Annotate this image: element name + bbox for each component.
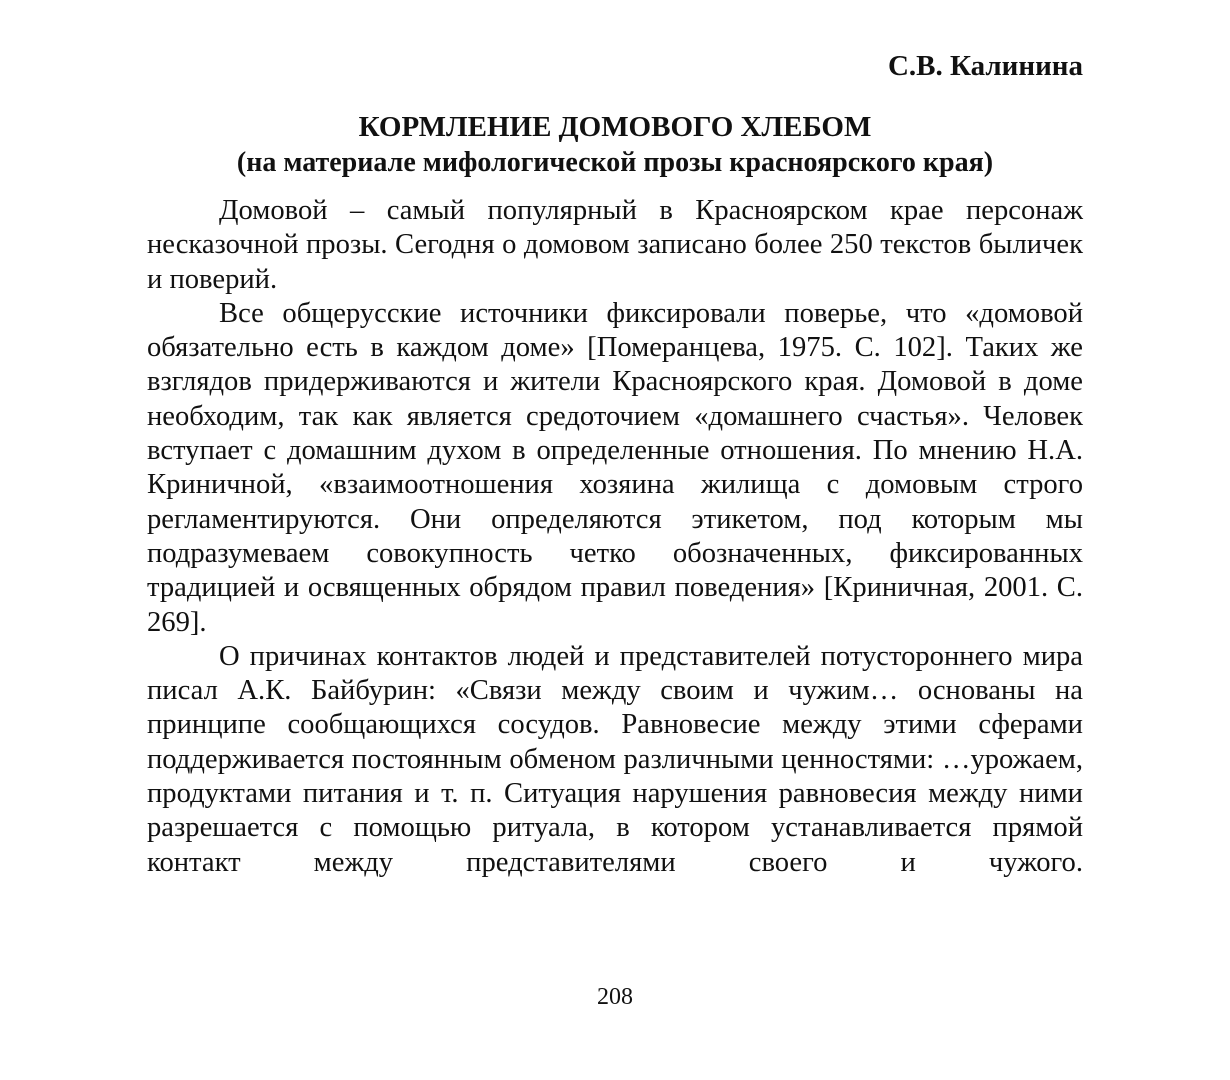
article-subtitle: (на материале мифологической прозы красноярского края) [236,147,994,178]
paragraph-1: Домовой – самый популярный в Красноярском крае персонаж несказочной прозы. Сегодня о домовом записано более 250 текстов быличек и поверий. [147,195,1083,295]
paragraph-2: Все общерусские источники фиксировали поверье, что «домовой обязательно есть в каждом доме» [Померанцева, 1975. С. 102]. Таких же взглядов придерживаются и жители Красноярского края. Домовой в доме необходим, так как является средоточием «домашнего счастья». Человек вступает с домашним духом в определенные отношения. По мнению Н.А. Криничной, «взаимоотношения хозяина жилища с домовым строго регламентируются. Они определяются этикетом, под которым мы подразумеваем совокупность четко обозначенных, фиксированных традицией и освященных обрядом правил поведения» [Криничная, 2001. С. 269]. [147,297,1083,638]
author-name: С.В. Калинина [887,50,1083,82]
paragraph-3: О причинах контактов людей и представителей потустороннего мира писал А.К. Байбурин: «Связи между своим и чужим… основаны на принципе сообщающихся сосудов. Равновесие между этими сферами поддерживается постоянным обменом различными ценностями: …урожаем, продуктами питания и т. п. Ситуация нарушения равновесия между ними разрешается с помощью ритуала, в котором устанавливается прямой контакт между представителями своего и чужого. [147,640,1083,878]
article-body [147,194,1083,880]
article-title: КОРМЛЕНИЕ ДОМОВОГО ХЛЕБОМ [358,111,872,143]
document-page [147,0,1083,1080]
page-number: 208 [597,984,633,1010]
